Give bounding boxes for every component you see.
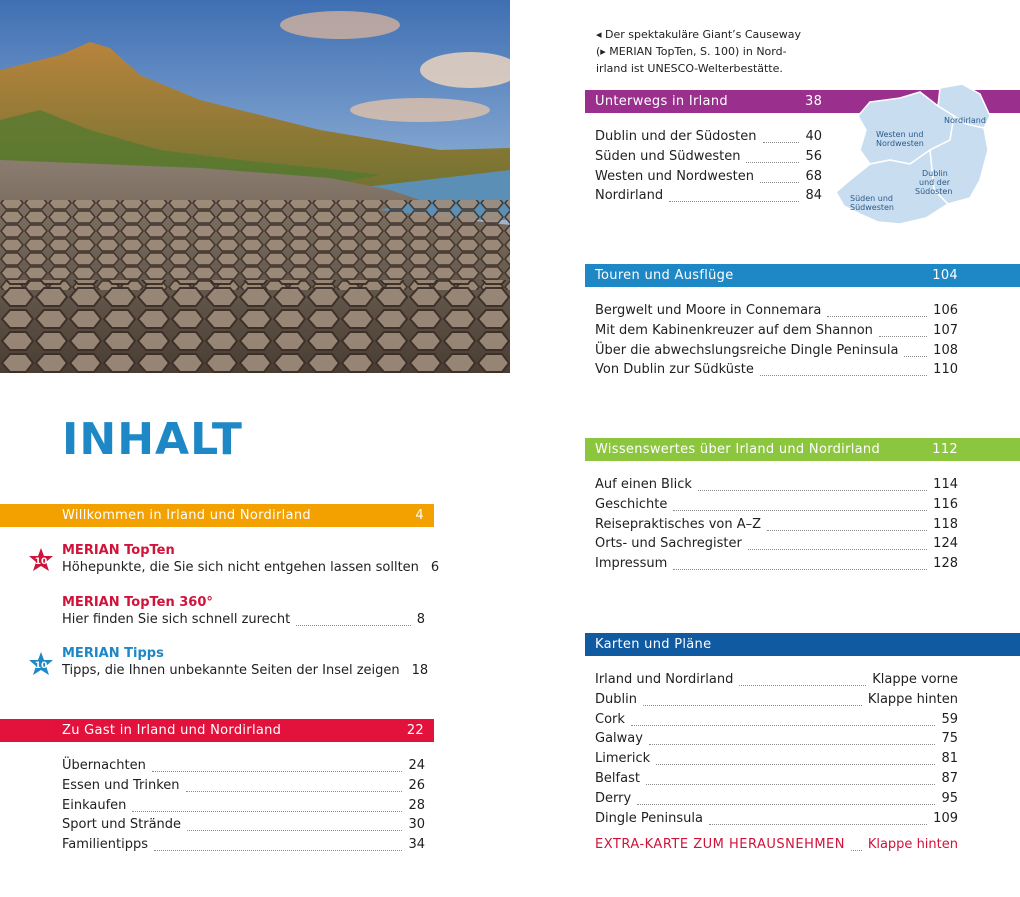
section-title: Karten und Pläne bbox=[595, 637, 712, 652]
entry-label: Höhepunkte, die Sie sich nicht entgehen lassen sollten bbox=[62, 560, 419, 575]
toc-entry[interactable] bbox=[595, 301, 958, 321]
entry-page: 116 bbox=[933, 496, 958, 512]
toc-entry[interactable] bbox=[595, 475, 958, 495]
entry-label: EXTRA-KARTE ZUM HERAUSNEHMEN bbox=[595, 837, 845, 852]
entry-label: Bergwelt und Moore in Connemara bbox=[595, 303, 822, 318]
toc-entry[interactable] bbox=[595, 690, 958, 710]
entry-label: Auf einen Blick bbox=[595, 477, 692, 492]
leader-dots bbox=[739, 684, 866, 686]
caption-line: irland ist UNESCO-Welterbestätte. bbox=[596, 62, 783, 75]
toc-entry[interactable] bbox=[595, 147, 822, 167]
entry-label: Essen und Trinken bbox=[62, 777, 180, 793]
section-bar-wissenswertes[interactable] bbox=[585, 438, 1020, 461]
section-page: 38 bbox=[805, 94, 823, 109]
leader-dots bbox=[649, 743, 936, 745]
leader-dots bbox=[646, 783, 936, 785]
leader-dots bbox=[767, 529, 927, 531]
leader-dots bbox=[851, 849, 862, 851]
leader-dots bbox=[760, 181, 799, 183]
toc-entry[interactable] bbox=[595, 186, 822, 206]
toc-entry[interactable] bbox=[595, 789, 958, 809]
entry-page: 6 bbox=[430, 560, 440, 575]
leader-dots bbox=[748, 548, 927, 550]
leader-dots bbox=[132, 810, 402, 812]
entry-page: 128 bbox=[933, 556, 958, 572]
section-title: Zu Gast in Irland und Nordirland bbox=[62, 723, 282, 738]
leader-dots bbox=[631, 724, 936, 726]
section-title: Willkommen in Irland und Nordirland bbox=[62, 508, 311, 523]
section-page: 22 bbox=[406, 723, 424, 738]
entry-page: 84 bbox=[805, 188, 822, 204]
entry-page: 110 bbox=[933, 362, 958, 378]
leader-dots bbox=[760, 374, 927, 376]
entry-label: Dublin bbox=[595, 691, 637, 707]
entry-label: Dingle Peninsula bbox=[595, 810, 703, 826]
entry-page: 109 bbox=[933, 810, 958, 826]
caption-line: ◂ Der spektakuläre Giant’s Causeway bbox=[596, 28, 801, 41]
entry-page: Klappe hinten bbox=[867, 691, 958, 707]
entry-page: 106 bbox=[933, 303, 958, 318]
entry-label: Mit dem Kabinenkreuzer auf dem Shannon bbox=[595, 322, 873, 338]
leader-dots bbox=[152, 770, 403, 772]
leader-dots bbox=[709, 823, 927, 825]
entry-page: 75 bbox=[941, 731, 958, 747]
toc-entry[interactable] bbox=[595, 534, 958, 554]
entry-page: 24 bbox=[408, 758, 425, 773]
entry-page: 108 bbox=[933, 342, 958, 358]
entry-page: 26 bbox=[408, 777, 425, 793]
entry-label: Übernachten bbox=[62, 758, 146, 773]
star-number: 10 bbox=[34, 557, 48, 567]
entry-page: Klappe hinten bbox=[867, 837, 958, 852]
entry-page: 124 bbox=[933, 536, 958, 552]
leader-dots bbox=[698, 489, 927, 491]
toc-entry[interactable] bbox=[62, 815, 425, 835]
leader-dots bbox=[879, 335, 927, 337]
topten360-heading: MERIAN TopTen 360° bbox=[62, 595, 213, 610]
entry-page: 95 bbox=[941, 790, 958, 806]
entry-page: 56 bbox=[805, 148, 822, 164]
entry-page: 30 bbox=[408, 817, 425, 833]
map-label-sueden: Süden und bbox=[850, 194, 893, 203]
leader-dots bbox=[154, 849, 402, 851]
map-label-dublin: und der bbox=[919, 178, 951, 187]
section-title: Wissenswertes über Irland und Nordirland bbox=[595, 442, 880, 457]
caption-line: (▸ MERIAN TopTen, S. 100) in Nord- bbox=[596, 45, 787, 58]
section-page: 112 bbox=[932, 442, 958, 457]
toc-entry[interactable] bbox=[595, 809, 958, 829]
toc-entry[interactable] bbox=[595, 127, 822, 147]
entry-label: Geschichte bbox=[595, 496, 668, 512]
entry-page: 81 bbox=[941, 751, 958, 767]
page-title: INHALT bbox=[62, 414, 243, 465]
entry-page: Klappe vorne bbox=[872, 672, 958, 687]
entry-label: Irland und Nordirland bbox=[595, 672, 734, 687]
section-bar-zu-gast[interactable] bbox=[0, 719, 434, 742]
entry-label: Galway bbox=[595, 731, 643, 747]
leader-dots bbox=[656, 763, 935, 765]
map-label-westen: Nordwesten bbox=[876, 139, 924, 148]
entry-label: Belfast bbox=[595, 771, 640, 786]
map-label-nordirland: Nordirland bbox=[944, 116, 986, 125]
map-label-sueden: Südwesten bbox=[850, 203, 894, 212]
leader-dots bbox=[904, 355, 927, 357]
photo-caption bbox=[596, 26, 801, 77]
topten-star-icon bbox=[28, 547, 54, 573]
toc-entry[interactable] bbox=[595, 515, 958, 535]
map-label-dublin: Südosten bbox=[915, 187, 953, 196]
entry-label: Von Dublin zur Südküste bbox=[595, 362, 754, 378]
tipps-heading: MERIAN Tipps bbox=[62, 646, 164, 661]
entry-label: Orts- und Sachregister bbox=[595, 536, 742, 552]
entry-label: Derry bbox=[595, 790, 632, 806]
toc-entry[interactable] bbox=[595, 769, 958, 789]
section-page: 4 bbox=[415, 508, 424, 523]
toc-entry[interactable] bbox=[595, 341, 958, 361]
toc-entry[interactable] bbox=[62, 776, 425, 796]
toc-entry[interactable] bbox=[595, 729, 958, 749]
entry-page: 59 bbox=[941, 711, 958, 727]
leader-dots bbox=[669, 200, 799, 202]
map-label-dublin: Dublin bbox=[922, 169, 948, 178]
entry-page: 114 bbox=[933, 477, 958, 492]
toc-entry-extra-karte[interactable] bbox=[595, 835, 958, 855]
entry-page: 87 bbox=[941, 771, 958, 786]
entry-label: Sport und Strände bbox=[62, 817, 182, 833]
toc-entry[interactable] bbox=[62, 835, 425, 855]
entry-label: Limerick bbox=[595, 751, 651, 767]
toc-entry[interactable] bbox=[62, 796, 425, 816]
toc-entry[interactable] bbox=[595, 749, 958, 769]
toc-entry-topten[interactable] bbox=[62, 558, 440, 578]
entry-label: Über die abwechslungsreiche Dingle Peninsula bbox=[595, 342, 899, 358]
entry-page: 118 bbox=[933, 516, 958, 532]
ireland-region-map-icon bbox=[830, 80, 1000, 230]
entry-page: 18 bbox=[411, 663, 429, 678]
entry-label: Cork bbox=[595, 711, 625, 727]
tipps-star-icon bbox=[28, 651, 54, 677]
entry-page: 34 bbox=[408, 837, 425, 853]
leader-dots bbox=[673, 568, 927, 570]
entry-label: Hier finden Sie sich schnell zurecht bbox=[62, 612, 291, 627]
entry-page: 8 bbox=[416, 612, 425, 627]
leader-dots bbox=[827, 315, 927, 317]
leader-dots bbox=[763, 141, 800, 143]
entry-page: 40 bbox=[805, 129, 822, 144]
leader-dots bbox=[187, 829, 402, 831]
leader-dots bbox=[186, 790, 403, 792]
entry-label: Süden und Südwesten bbox=[595, 148, 741, 164]
leader-dots bbox=[673, 509, 927, 511]
toc-entry[interactable] bbox=[595, 321, 958, 341]
entry-label: Impressum bbox=[595, 556, 668, 572]
entry-label: Dublin und der Südosten bbox=[595, 129, 757, 144]
entry-label: Westen und Nordwesten bbox=[595, 168, 754, 184]
toc-entry-topten360[interactable] bbox=[62, 610, 425, 630]
star-number: 10 bbox=[34, 661, 48, 671]
toc-entry-tipps[interactable] bbox=[62, 661, 429, 681]
toc-entry[interactable] bbox=[595, 360, 958, 380]
leader-dots bbox=[637, 803, 935, 805]
toc-entry[interactable] bbox=[595, 710, 958, 730]
section-bar-karten[interactable] bbox=[585, 633, 1020, 656]
leader-dots bbox=[296, 624, 411, 626]
section-bar-touren[interactable] bbox=[585, 264, 1020, 287]
section-title: Touren und Ausflüge bbox=[595, 268, 734, 283]
toc-entry[interactable] bbox=[595, 495, 958, 515]
map-label-westen: Westen und bbox=[876, 130, 924, 139]
toc-entry[interactable] bbox=[62, 756, 425, 776]
section-bar-willkommen[interactable] bbox=[0, 504, 434, 527]
entry-label: Einkaufen bbox=[62, 797, 127, 813]
toc-entry[interactable] bbox=[595, 554, 958, 574]
toc-entry[interactable] bbox=[595, 167, 822, 187]
entry-label: Tipps, die Ihnen unbekannte Seiten der Insel zeigen bbox=[62, 663, 400, 678]
entry-label: Familientipps bbox=[62, 837, 148, 853]
entry-page: 28 bbox=[408, 797, 425, 813]
entry-label: Reisepraktisches von A–Z bbox=[595, 516, 762, 532]
leader-dots bbox=[643, 704, 862, 706]
section-page: 104 bbox=[932, 268, 958, 283]
entry-page: 107 bbox=[933, 322, 958, 338]
topten-heading: MERIAN TopTen bbox=[62, 543, 175, 558]
toc-entry[interactable] bbox=[595, 670, 958, 690]
entry-page: 68 bbox=[805, 168, 822, 184]
leader-dots bbox=[746, 161, 799, 163]
section-title: Unterwegs in Irland bbox=[595, 94, 728, 109]
entry-label: Nordirland bbox=[595, 188, 664, 204]
giants-causeway-photo bbox=[0, 0, 510, 373]
